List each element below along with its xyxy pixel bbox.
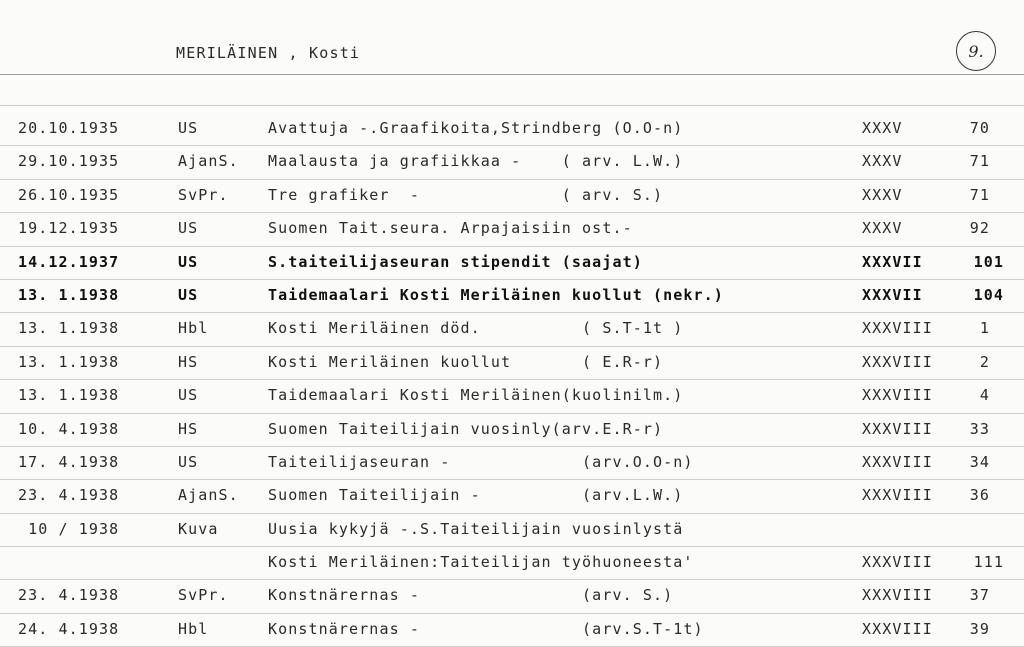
entry-title: Taiteilijaseuran - (arv.O.O-n): [268, 452, 694, 471]
entry-page: 1: [979, 319, 990, 338]
entry-paper: AjanS.: [178, 152, 239, 171]
entry-volume: XXXVIII: [862, 586, 933, 605]
entry-page: 33: [969, 419, 990, 438]
entry-paper: US: [178, 285, 199, 304]
table-row: [0, 180, 1024, 213]
entry-date: 13. 1.1938: [18, 319, 120, 338]
entry-volume: XXXVIII: [862, 419, 933, 438]
table-row: [0, 213, 1024, 246]
entry-volume: XXXVIII: [862, 386, 933, 405]
entry-title: S.taiteilijaseuran stipendit (saajat): [268, 252, 643, 271]
table-row: [0, 447, 1024, 480]
entry-date: 19.12.1935: [18, 219, 120, 238]
entry-volume: XXXVIII: [862, 452, 933, 471]
entry-date: 23. 4.1938: [18, 586, 120, 605]
entry-page: 39: [969, 619, 990, 638]
entry-date: 13. 1.1938: [18, 352, 120, 371]
entry-title: Kosti Meriläinen:Taiteilijan työhuoneesta': [268, 553, 694, 572]
entry-page: 2: [979, 352, 990, 371]
entry-title: Konstnärernas - (arv.S.T-1t): [268, 619, 704, 638]
entry-date: 29.10.1935: [18, 152, 120, 171]
entry-title: Kosti Meriläinen kuollut ( E.R-r): [268, 352, 664, 371]
entry-page: 71: [969, 152, 990, 171]
entry-page: 36: [969, 486, 990, 505]
entry-date: 24. 4.1938: [18, 619, 120, 638]
entry-page: 34: [969, 452, 990, 471]
entry-paper: US: [178, 119, 199, 137]
entry-page: 101: [973, 252, 1004, 271]
entry-date: 14.12.1937: [18, 252, 120, 271]
entry-paper: Hbl: [178, 619, 209, 638]
entry-page: 4: [979, 386, 990, 405]
entry-date: 13. 1.1938: [18, 285, 120, 304]
entry-page: 111: [973, 553, 1004, 572]
entry-page: 104: [973, 285, 1004, 304]
entry-volume: XXXV: [862, 119, 903, 137]
table-row: [0, 280, 1024, 313]
entry-paper: HS: [178, 419, 199, 438]
entry-title: Taidemaalari Kosti Meriläinen(kuolinilm.): [268, 386, 684, 405]
entry-page: 37: [969, 586, 990, 605]
entry-date: 26.10.1935: [18, 185, 120, 204]
entry-paper: HS: [178, 352, 199, 371]
entry-date: 20.10.1935: [18, 119, 120, 137]
entry-page: 70: [969, 119, 990, 137]
entry-volume: XXXVIII: [862, 319, 933, 338]
card-title: MERILÄINEN , Kosti: [176, 44, 361, 62]
entry-title: Suomen Taiteilijain - (arv.L.W.): [268, 486, 684, 505]
entry-paper: US: [178, 252, 199, 271]
entry-date: 23. 4.1938: [18, 486, 120, 505]
entry-volume: XXXVIII: [862, 619, 933, 638]
entry-page: 71: [969, 185, 990, 204]
ruled-line: [0, 105, 1024, 106]
entry-paper: US: [178, 219, 199, 238]
entry-date: 13. 1.1938: [18, 386, 120, 405]
entry-volume: XXXVIII: [862, 553, 933, 572]
entry-title: Uusia kykyjä -.S.Taiteilijain vuosinlystä: [268, 519, 684, 538]
entry-title: Konstnärernas - (arv. S.): [268, 586, 674, 605]
entry-volume: XXXVIII: [862, 486, 933, 505]
entry-title: Avattuja -.Graafikoita,Strindberg (O.O-n): [268, 119, 684, 137]
entry-title: Maalausta ja grafiikkaa - ( arv. L.W.): [268, 152, 684, 171]
table-row: [0, 247, 1024, 280]
entry-title: Kosti Meriläinen död. ( S.T-1t ): [268, 319, 684, 338]
table-row: [0, 514, 1024, 547]
entry-volume: XXXVIII: [862, 352, 933, 371]
card-number: 9.: [956, 31, 996, 71]
table-row: [0, 146, 1024, 179]
entry-paper: SvPr.: [178, 586, 229, 605]
entry-volume: XXXVII: [862, 252, 923, 271]
table-row: [0, 347, 1024, 380]
entry-page: 92: [969, 219, 990, 238]
entry-paper: US: [178, 386, 199, 405]
entry-paper: US: [178, 452, 199, 471]
entry-list: [0, 113, 1024, 647]
entry-paper: SvPr.: [178, 185, 229, 204]
entry-volume: XXXVII: [862, 285, 923, 304]
table-row: [0, 580, 1024, 613]
entry-volume: XXXV: [862, 185, 903, 204]
table-row: [0, 414, 1024, 447]
entry-title: Tre grafiker - ( arv. S.): [268, 185, 664, 204]
table-row: [0, 313, 1024, 346]
table-row: [0, 547, 1024, 580]
entry-paper: Hbl: [178, 319, 209, 338]
table-row: [0, 113, 1024, 146]
header-rule: [0, 74, 1024, 75]
entry-volume: XXXV: [862, 152, 903, 171]
entry-title: Taidemaalari Kosti Meriläinen kuollut (nekr.): [268, 285, 724, 304]
entry-date: 10. 4.1938: [18, 419, 120, 438]
entry-title: Suomen Taiteilijain vuosinly(arv.E.R-r): [268, 419, 664, 438]
entry-title: Suomen Tait.seura. Arpajaisiin ost.-: [268, 219, 633, 238]
entry-paper: AjanS.: [178, 486, 239, 505]
table-row: [0, 480, 1024, 513]
table-row: [0, 380, 1024, 413]
table-row: [0, 614, 1024, 647]
entry-date: 10 / 1938: [18, 519, 120, 538]
entry-volume: XXXV: [862, 219, 903, 238]
entry-date: 17. 4.1938: [18, 452, 120, 471]
entry-paper: Kuva: [178, 519, 219, 538]
